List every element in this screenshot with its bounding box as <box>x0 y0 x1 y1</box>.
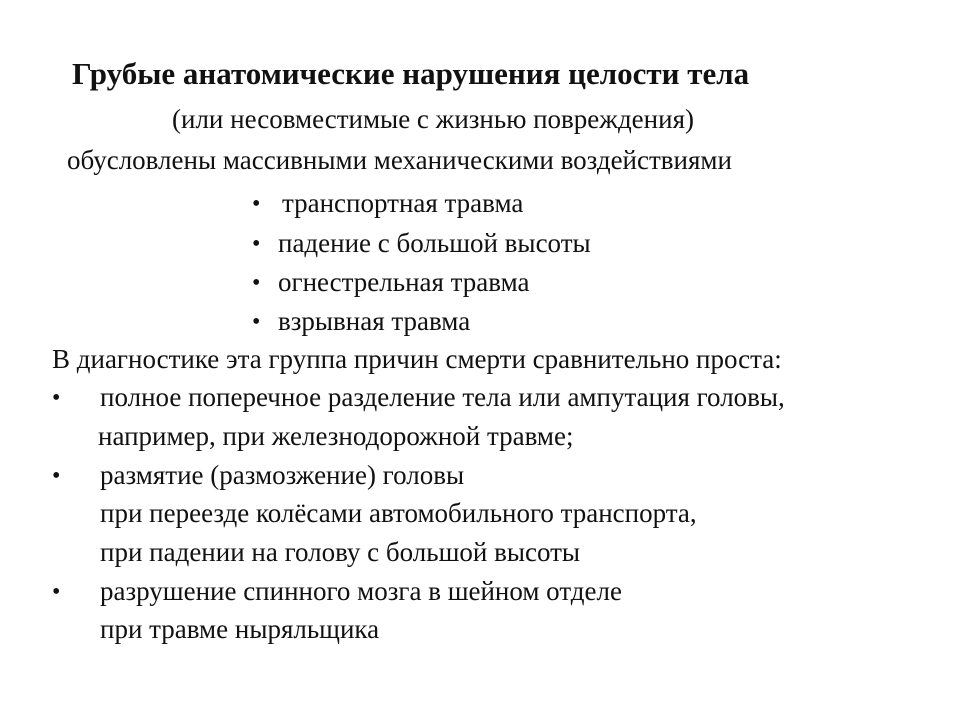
cause-item: падение с большой высоты <box>278 228 591 258</box>
bullet-icon: • <box>52 463 61 489</box>
cause-item: огнестрельная травма <box>278 267 530 297</box>
intro-text: обусловлены массивными механическими воздействиями <box>67 145 732 175</box>
diagnostic-item-detail: например, при железнодорожной травме; <box>98 421 574 451</box>
bullet-icon: • <box>252 309 261 335</box>
diagnostic-item-detail: при падении на голову с большой высоты <box>100 537 581 567</box>
diagnostic-item-main: полное поперечное разделение тела или ампутация головы, <box>100 382 785 412</box>
diagnostic-item-detail: при травме ныряльщика <box>100 614 380 644</box>
diagnostic-item-main: разрушение спинного мозга в шейном отделе <box>100 576 622 606</box>
bullet-icon: • <box>52 579 61 605</box>
bullet-icon: • <box>252 191 261 217</box>
diagnostic-item-detail: при переезде колёсами автомобильного транспорта, <box>100 498 697 528</box>
bullet-icon: • <box>252 270 261 296</box>
bullet-icon: • <box>52 385 61 411</box>
slide-title: Грубые анатомические нарушения целости тела <box>72 56 750 91</box>
bullet-icon: • <box>252 231 261 257</box>
diagnostics-heading: В диагностике эта группа причин смерти сравнительно проста: <box>52 344 782 374</box>
cause-item: транспортная травма <box>282 188 524 218</box>
cause-item: взрывная травма <box>278 306 471 336</box>
slide-subtitle: (или несовместимые с жизнью повреждения) <box>172 104 694 134</box>
diagnostic-item-main: размятие (размозжение) головы <box>100 460 465 490</box>
